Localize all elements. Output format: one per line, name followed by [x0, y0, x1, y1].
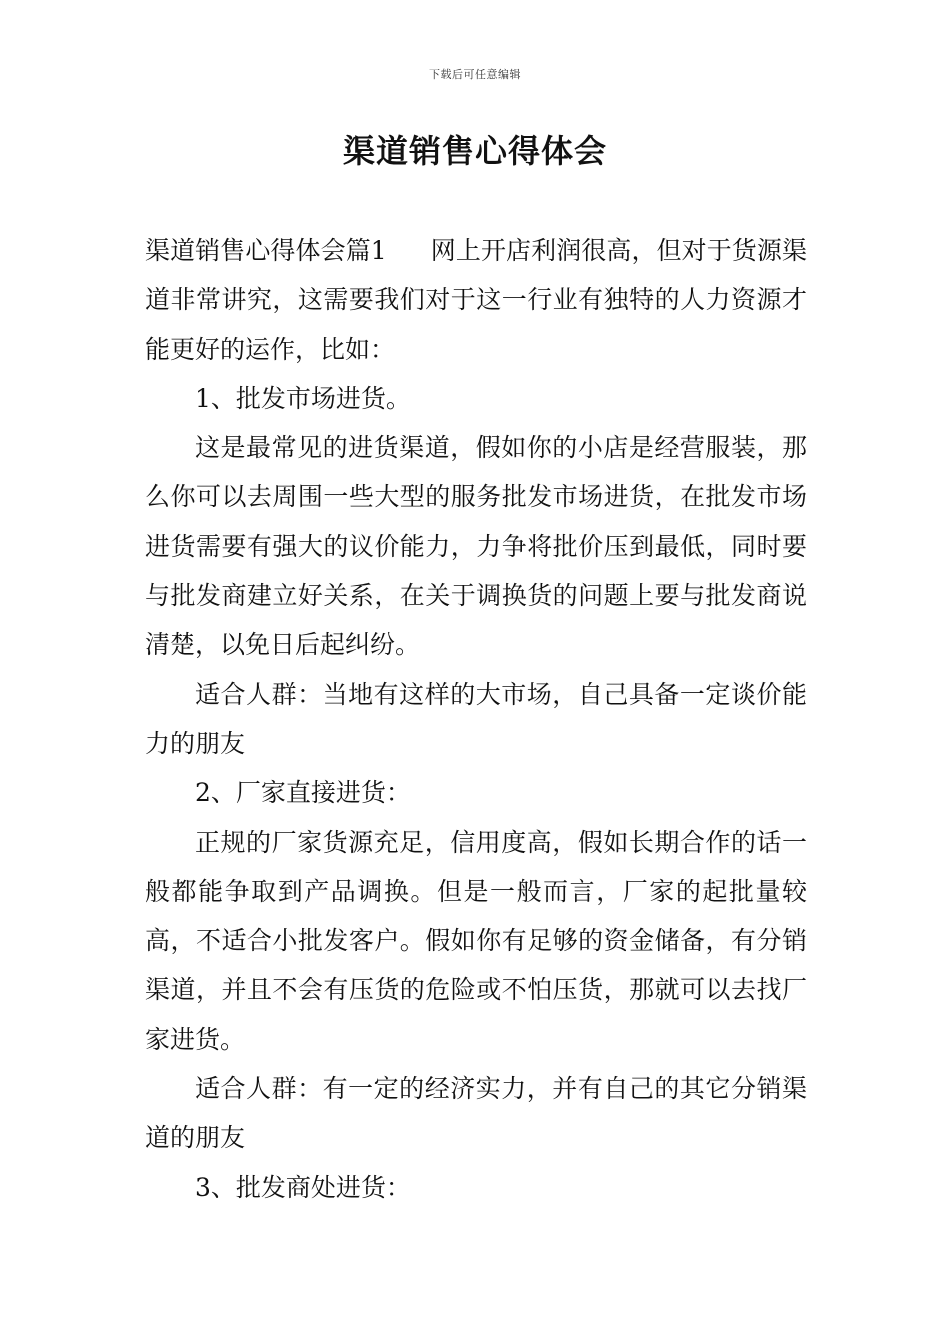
- document-title: 渠道销售心得体会: [342, 132, 607, 170]
- header-note: 下载后可任意编辑: [429, 68, 521, 81]
- paragraph-1: 1、批发市场进货。: [195, 383, 411, 413]
- paragraph-7: 3、批发商处进货：: [195, 1172, 411, 1202]
- document-body: [145, 226, 807, 1212]
- intro-lead: 渠道销售心得体会篇1: [145, 236, 387, 265]
- paragraph-4: 2、厂家直接进货：: [195, 778, 411, 808]
- paragraph-6: 适合人群：有一定的经济实力，并有自己的其它分销渠道的朋友: [145, 1074, 807, 1153]
- paragraph-3: 适合人群：当地有这样的大市场，自己具备一定谈价能力的朋友: [145, 679, 807, 758]
- intro-text: 网上开店利润很高，但对于货源渠道非常讲究，这需要我们对于这一行业有独特的人力资源才能更好的运作，比如：: [145, 236, 807, 364]
- intro-paragraph: [145, 226, 807, 374]
- paragraph-5: 正规的厂家货源充足，信用度高，假如长期合作的话一般都能争取到产品调换。但是一般而言，厂家的起批量较高，不适合小批发客户。假如你有足够的资金储备，有分销渠道，并且不会有压货的危险或不怕压货，那就可以去找厂家进货。: [145, 827, 807, 1054]
- paragraph-2: 这是最常见的进货渠道，假如你的小店是经营服装，那么你可以去周围一些大型的服务批发市场进货，在批发市场进货需要有强大的议价能力，力争将批价压到最低，同时要与批发商建立好关系，在关于调换货的问题上要与批发商说清楚，以免日后起纠纷。: [145, 433, 807, 660]
